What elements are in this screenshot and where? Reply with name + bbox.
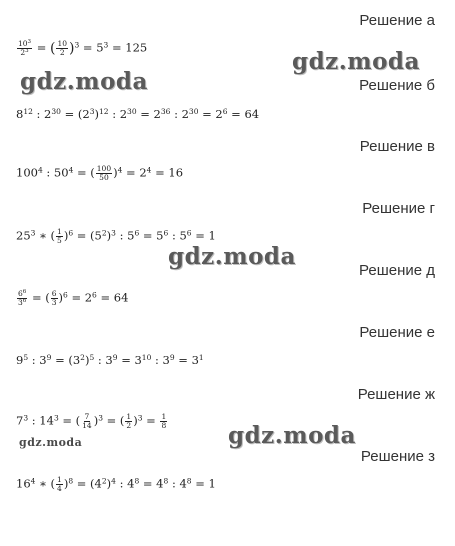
formula-b: $8^{12}$ : $2^{30} = (2^3)^{12}$ : $2^{30} = 2^{36}$ : $2^{30} = 2^6 = 64$ [16, 107, 260, 121]
formula-a: $\frac{10^3}{2^3}$ = ( $\frac{10}{2}$ )$^3 = 5^3 = 125$ [18, 39, 148, 57]
solution-heading-e: Решение е [359, 324, 435, 341]
fraction: $\frac{10}{2}$ [57, 39, 68, 57]
solution-heading-b: Решение б [359, 77, 435, 94]
fraction: $\frac{1}{2}$ [126, 412, 132, 430]
formula-d: $\frac{6^6}{3^6}$ = ( $\frac{6}{3}$ )$^6 = 2^6 = 64$ [18, 289, 129, 307]
solution-heading-g: Решение г [362, 200, 435, 217]
watermark-logo: gdz.moda [228, 422, 356, 449]
fraction: $\frac{1}{8}$ [161, 412, 167, 430]
solution-heading-v: Решение в [359, 138, 435, 155]
fraction: $\frac{1}{4}$ [57, 475, 62, 493]
solution-heading-d: Решение д [359, 262, 435, 279]
fraction: $\frac{6^6}{3^6}$ [18, 289, 27, 307]
fraction: $\frac{7}{14}$ [82, 412, 92, 430]
formula-g: $25^3$ ∗ ( $\frac{1}{5}$ )$^6 = (5^2)^3$ : $5^6 = 5^6$ : $5^6 = 1$ [16, 227, 216, 245]
watermark-logo: gdz.moda [19, 436, 83, 449]
fraction: $\frac{1}{5}$ [57, 227, 62, 245]
fraction: $\frac{10^3}{2^3}$ [18, 39, 32, 57]
solution-heading-a: Решение а [359, 12, 435, 29]
solution-heading-zh: Решение ж [357, 386, 435, 403]
formula-z: $16^4$ ∗ ( $\frac{1}{4}$ )$^8 = (4^2)^4$ : $4^8 = 4^8$ : $4^8 = 1$ [16, 475, 216, 493]
watermark-logo: gdz.moda [168, 243, 296, 270]
fraction: $\frac{6}{3}$ [51, 289, 57, 307]
solution-heading-z: Решение з [360, 448, 435, 465]
fraction: $\frac{100}{50}$ [96, 164, 112, 182]
watermark-logo: gdz.moda [20, 68, 148, 95]
formula-v: $100^4$ : $50^4$ = ( $\frac{100}{50}$ )$^4 = 2^4 = 16$ [16, 164, 184, 182]
watermark-logo: gdz.moda [292, 48, 420, 75]
formula-e: $9^5$ : $3^9 = (3^2)^5$ : $3^9 = 3^{10}$ : $3^9 = 3^1$ [16, 353, 204, 367]
formula-zh: $7^3$ : $14^3$ = ( $\frac{7}{14}$ )$^3$ = ( $\frac{1}{2}$ )$^3$ = $\frac{1}{8}$ [16, 412, 167, 430]
